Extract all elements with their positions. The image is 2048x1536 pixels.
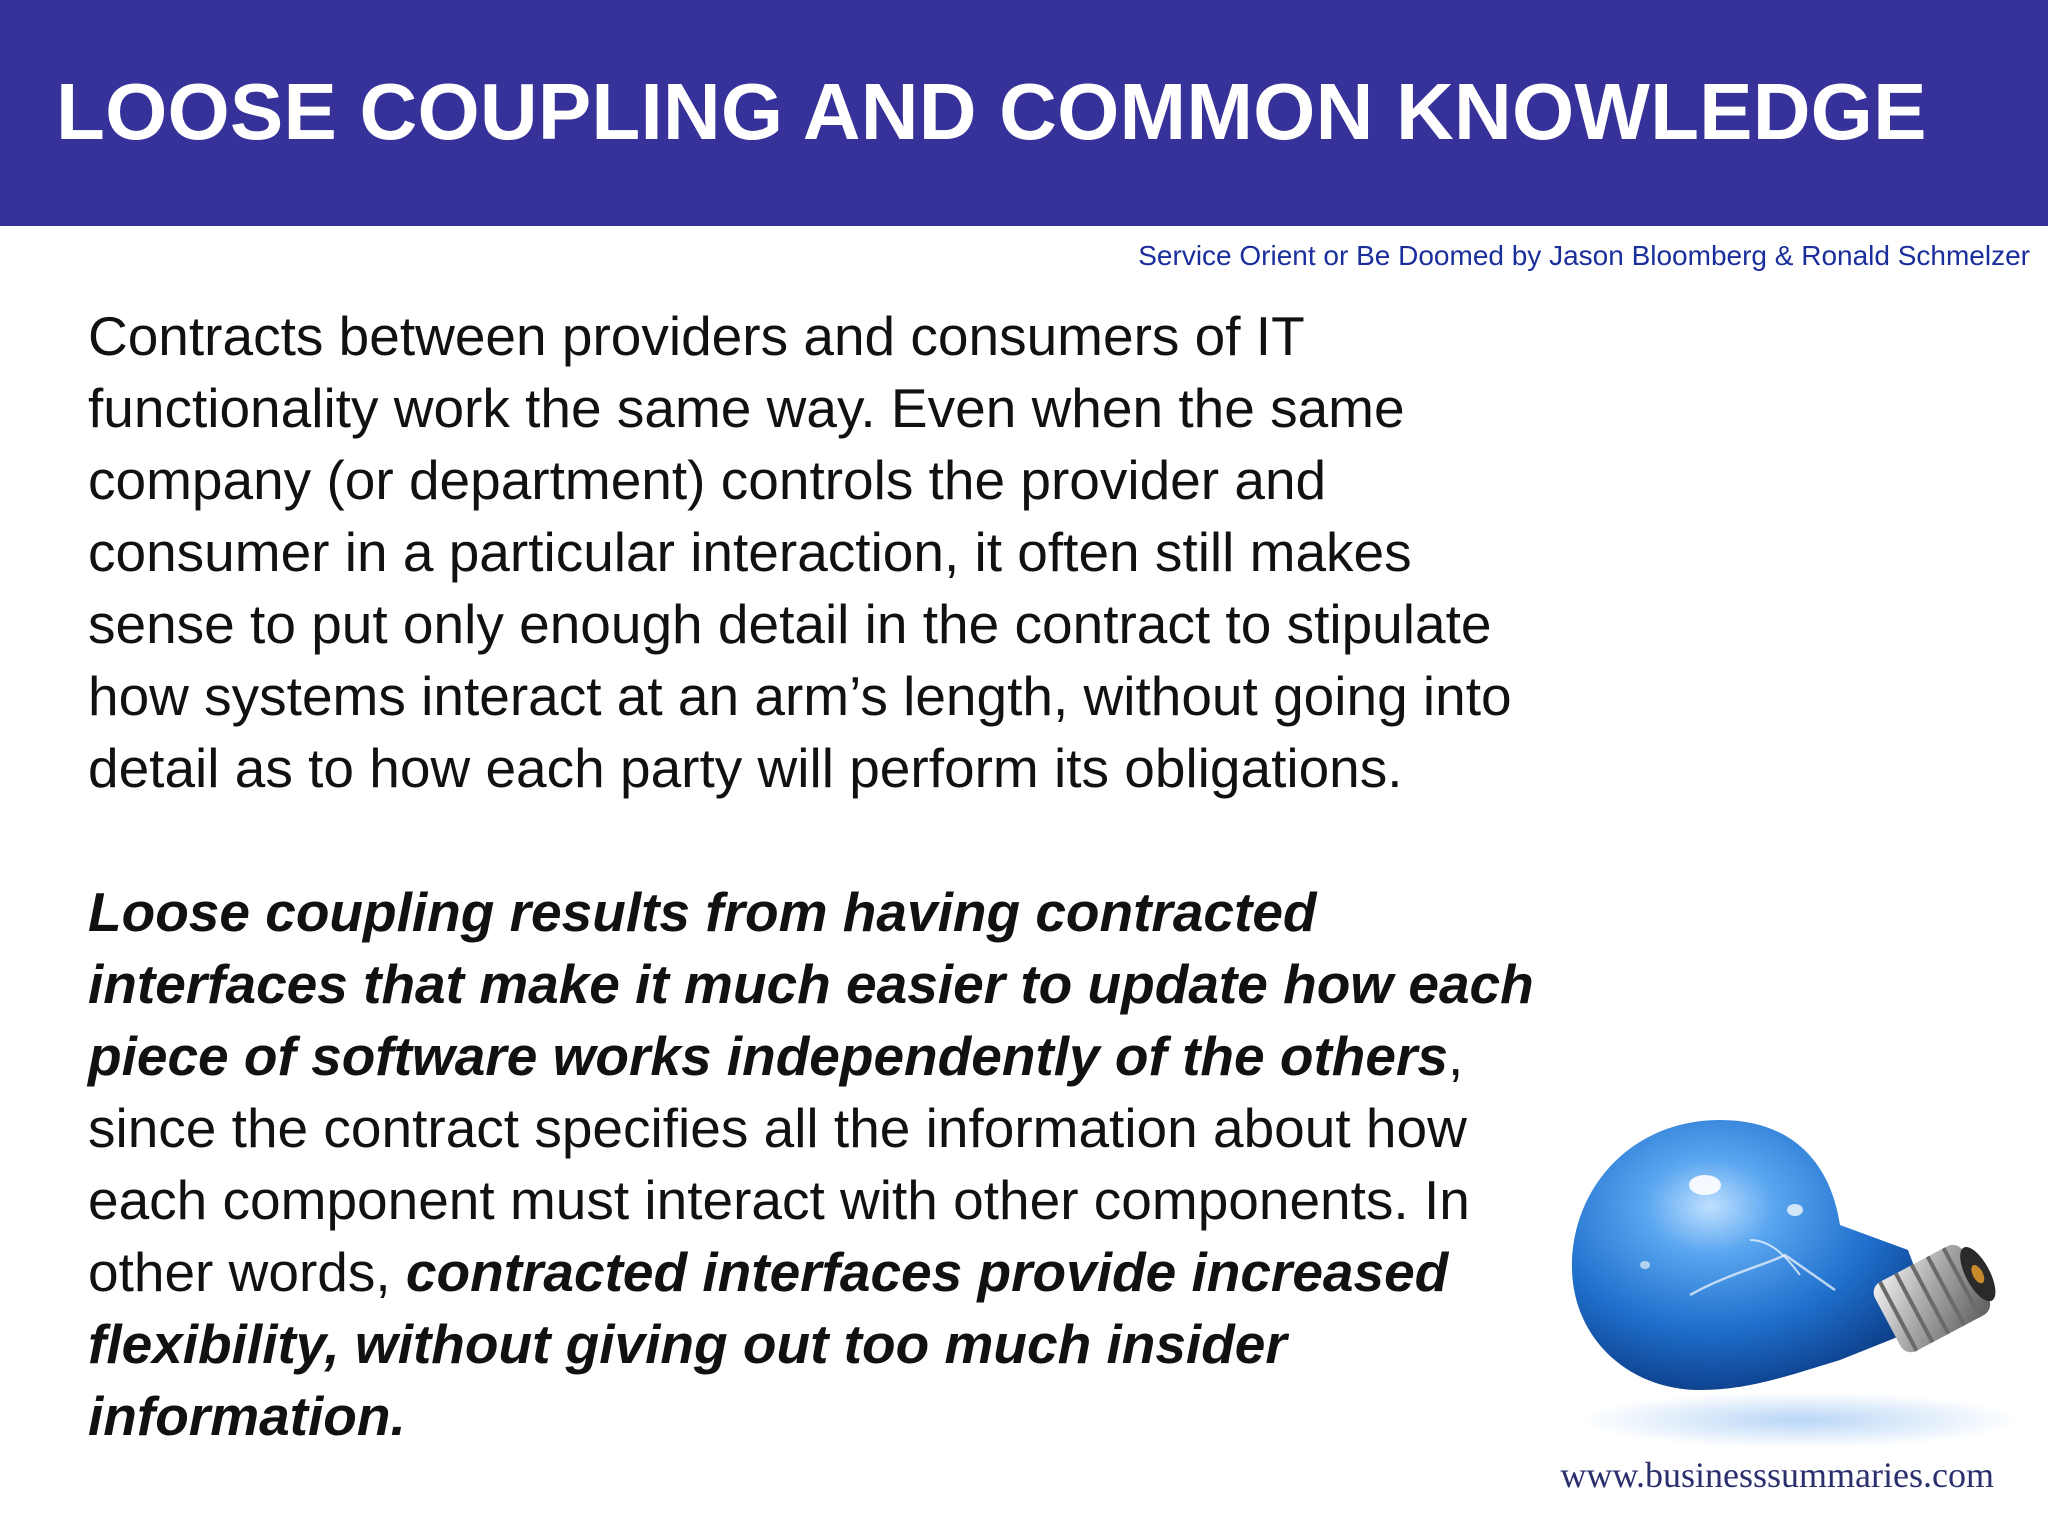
- source-citation: Service Orient or Be Doomed by Jason Bloomberg & Ronald Schmelzer: [1138, 240, 2030, 271]
- footer-website: www.businesssummaries.com: [1560, 1455, 1994, 1495]
- paragraph-text: , since the contract specifies all the information about how each component must interact with other components. In other words,: [88, 1025, 1470, 1303]
- emphasis-contracted-interfaces: contracted interfaces provide increased flexibility, without giving out too much insider information.: [88, 1241, 1449, 1447]
- title-bar: [0, 0, 2048, 226]
- paragraph-loose-coupling: [88, 876, 1548, 1452]
- emphasis-loose-coupling: Loose coupling results from having contracted interfaces that make it much easier to update how each piece of software works independently of the others: [88, 881, 1534, 1087]
- slide-title: LOOSE COUPLING AND COMMON KNOWLEDGE: [56, 67, 1927, 156]
- paragraph-contracts: Contracts between providers and consumers of IT functionality work the same way. Even when the same company (or department) controls the provider and consumer in a particular interaction, it often still makes sense to put only enough detail in the contract to stipulate how systems interact at an arm’s length, without going into detail as to how each party will perform its obligations.: [88, 305, 1512, 799]
- light-bulb-icon: [1550, 1090, 2020, 1460]
- slide-body: [88, 300, 1548, 1452]
